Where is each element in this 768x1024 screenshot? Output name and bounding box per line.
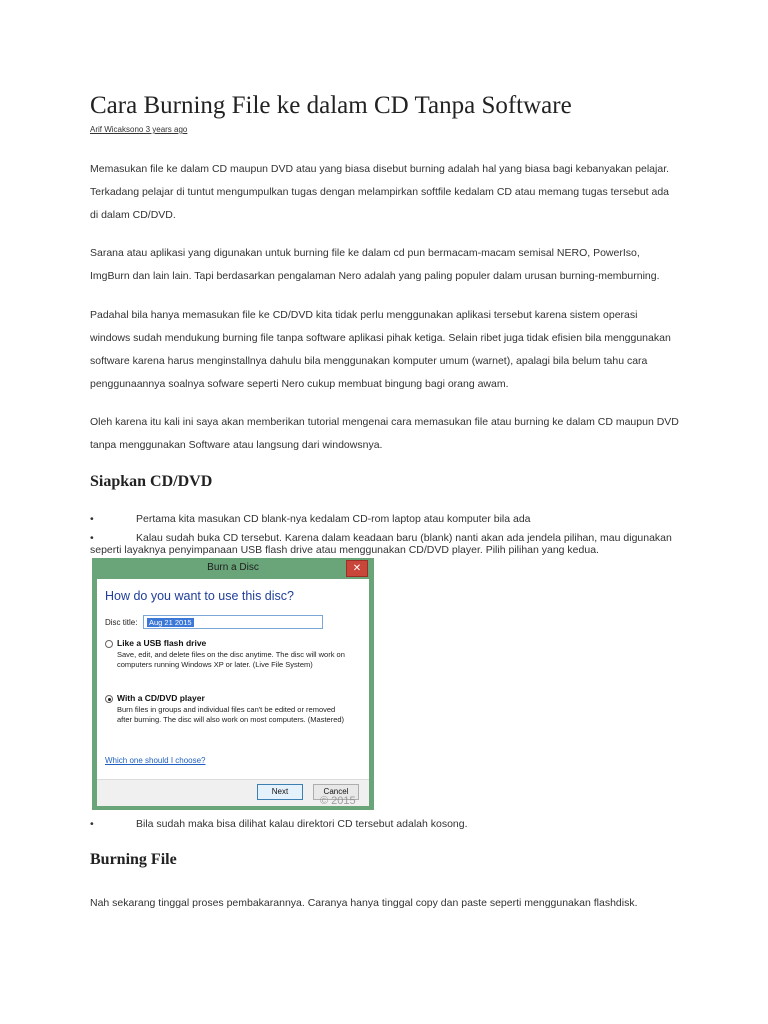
- paragraph-burning: Nah sekarang tinggal proses pembakarannya. Caranya hanya tinggal copy dan paste seperti menggunakan flashdisk.: [90, 897, 638, 909]
- option-usb-description: Save, edit, and delete files on the disc anytime. The disc will work on computers running Windows XP or later. (Live File System): [117, 650, 345, 669]
- watermark: © 2015: [320, 795, 356, 807]
- radio-usb-option: [105, 640, 113, 648]
- list-item: [90, 818, 680, 830]
- list-item-text: Bila sudah maka bisa dilihat kalau direktori CD tersebut adalah kosong.: [136, 818, 468, 830]
- radio-cd-dvd-option: [105, 695, 113, 703]
- disc-title-label: Disc title:: [105, 618, 138, 627]
- paragraph-software: Sarana atau aplikasi yang digunakan untuk burning file ke dalam cd pun bermacam-macam semisal NERO, PowerIso, ImgBurn dan lain lain. Tapi berdasarkan pengalaman Nero adalah yang paling populer dalam urusan burning-memburning.: [90, 247, 660, 282]
- dialog-body: [97, 579, 369, 779]
- option-cd-dvd-description: Burn files in groups and individual files can't be edited or removed after burning. The disc will also work on most computers. (Mastered): [117, 705, 345, 724]
- dialog-title: Burn a Disc: [207, 562, 259, 573]
- bullet-icon: •: [90, 532, 94, 544]
- dialog-heading: How do you want to use this disc?: [105, 589, 294, 603]
- article-title: Cara Burning File ke dalam CD Tanpa Software: [90, 92, 572, 119]
- section-heading-burning: Burning File: [90, 851, 177, 868]
- close-icon: ✕: [346, 560, 368, 577]
- bullet-icon: •: [90, 818, 94, 830]
- section-heading-siapkan: Siapkan CD/DVD: [90, 473, 213, 490]
- option-usb-title: Like a USB flash drive: [117, 638, 207, 648]
- paragraph-windows: Padahal bila hanya memasukan file ke CD/DVD kita tidak perlu menggunakan aplikasi tersebut karena sistem operasi windows sudah mendukung burning file tanpa software aplikasi pihak ketiga. Selain ribet juga tidak efisien bila menggunakan software karena harus menginstallnya dahulu bila menggunakan komputer umum (warnet), apalagi bila belum tahu cara penggunaannya soalnya sofware seperti Nero cukup membuat bingung bagi orang awam.: [90, 309, 671, 390]
- article-byline[interactable]: Arif Wicaksono 3 years ago: [90, 125, 188, 134]
- list-item-text: Kalau sudah buka CD tersebut. Karena dalam keadaan baru (blank) nanti akan ada jendela pilihan, mau digunakan seperti layaknya penyimpanaan USB flash drive atau menggunakan CD/DVD player. Pilih pilihan yang kedua.: [90, 532, 672, 556]
- list-item: [90, 532, 680, 556]
- burn-disc-dialog-image: [92, 558, 374, 810]
- list-item-text: Pertama kita masukan CD blank-nya kedalam CD-rom laptop atau komputer bila ada: [136, 513, 531, 525]
- disc-title-value: Aug 21 2015: [149, 618, 192, 627]
- paragraph-tutorial: Oleh karena itu kali ini saya akan memberikan tutorial mengenai cara memasukan file atau burning ke dalam CD maupun DVD tanpa menggunakan Software atau langsung dari windowsnya.: [90, 416, 679, 451]
- bullet-icon: •: [90, 513, 94, 525]
- paragraph-intro: Memasukan file ke dalam CD maupun DVD atau yang biasa disebut burning adalah hal yang biasa bagi kebanyakan pelajar. Terkadang pelajar di tuntut mengumpulkan tugas dengan melampirkan softfile kedalam CD atau memang tugas tersebut ada di dalam CD/DVD.: [90, 163, 670, 221]
- help-link: Which one should I choose?: [105, 756, 206, 765]
- dialog-titlebar: [92, 558, 374, 579]
- next-button: Next: [257, 784, 303, 800]
- list-item: [90, 513, 680, 525]
- option-cd-dvd-title: With a CD/DVD player: [117, 693, 205, 703]
- cancel-button: Cancel: [313, 784, 359, 800]
- disc-title-field: [143, 615, 323, 629]
